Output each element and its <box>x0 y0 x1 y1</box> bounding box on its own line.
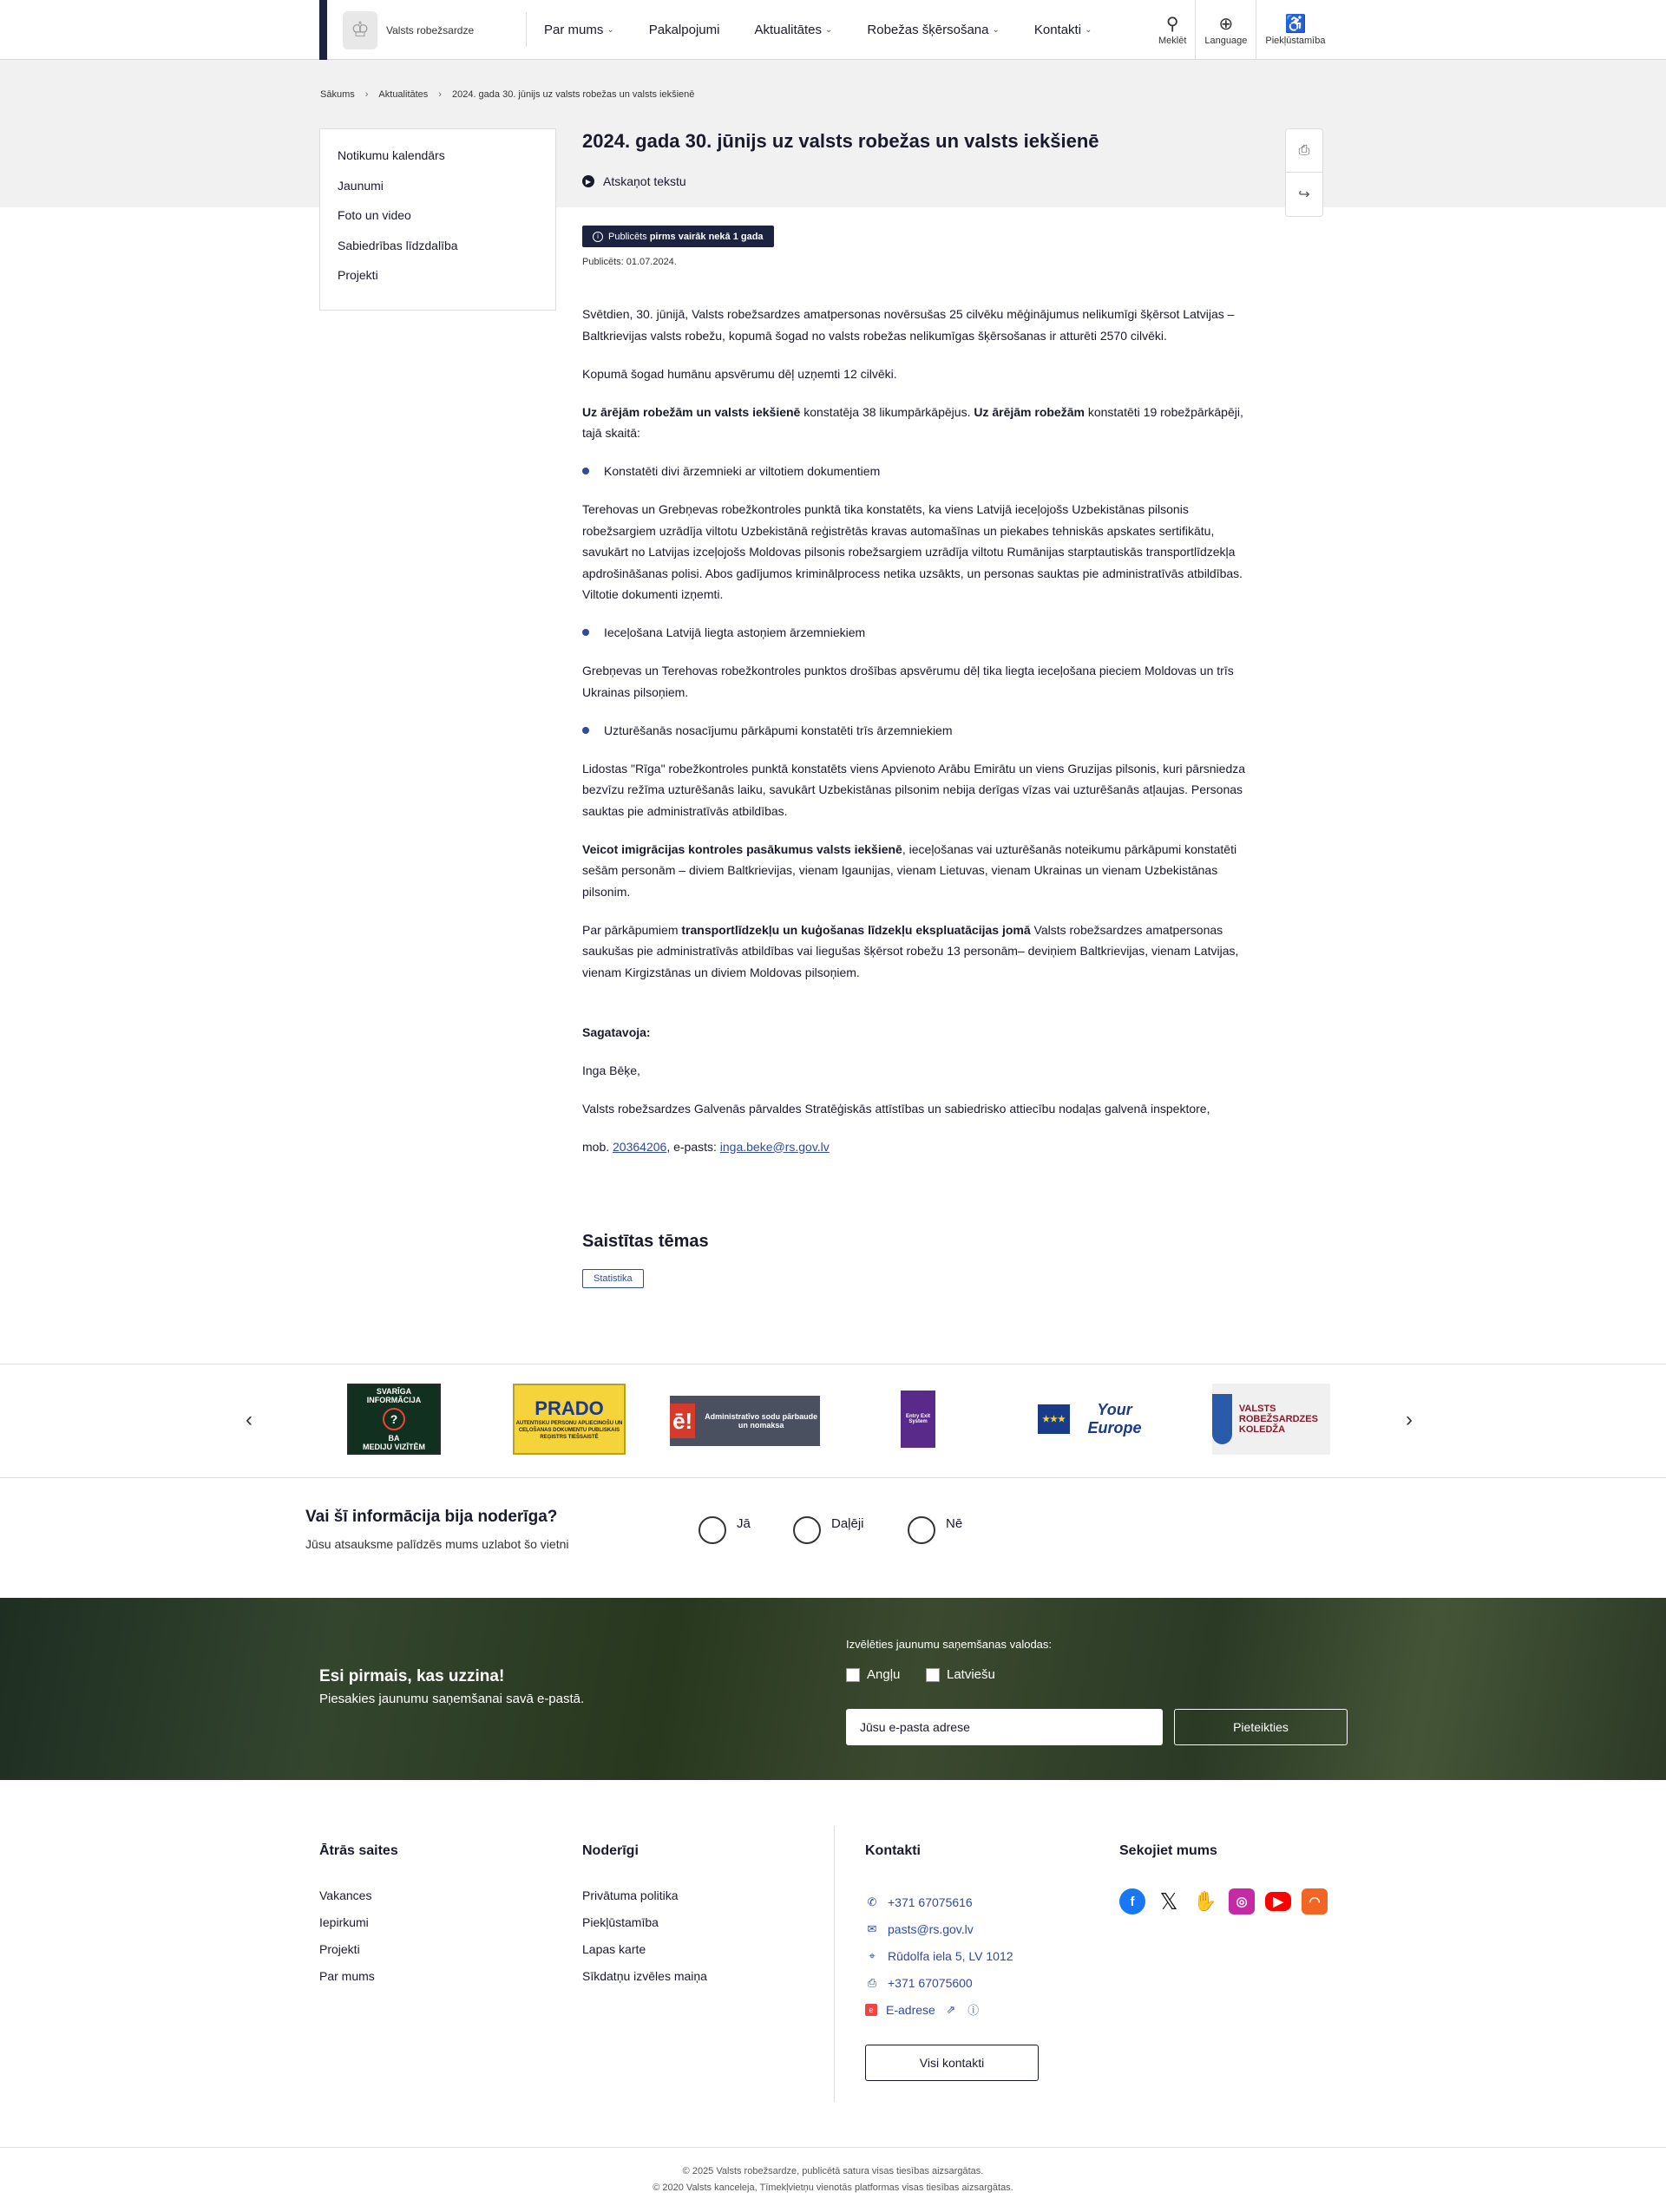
logo-text: MEDIJU VIZĪTĒM <box>362 1443 425 1451</box>
contact-text: Rūdolfa iela 5, LV 1012 <box>888 1948 1013 1963</box>
page-title: 2024. gada 30. jūnijs uz valsts robežas un valsts iekšienē <box>582 130 1099 152</box>
published-date: Publicēts: 01.07.2024. <box>582 257 677 267</box>
contact-eaddress[interactable] <box>865 1996 1013 2023</box>
article-body <box>582 304 1259 1175</box>
question-icon: ? <box>383 1408 405 1430</box>
bold-text: Veicot imigrācijas kontroles pasākumus valsts iekšienē <box>582 841 902 856</box>
feedback-subtitle: Jūsu atsauksme palīdzēs mums uzlabot šo vietni <box>305 1537 569 1551</box>
bullet-icon <box>582 727 589 734</box>
phone-link[interactable]: 20364206 <box>613 1139 667 1154</box>
paragraph: Terehovas un Grebņevas robežkontroles punktā tika konstatēts, ka viens Latvijā ieceļojošs Uzbekistānas pilsonis robežsargiem uzrādīja viltotu Uzbekistānā reģistrētās kravas automašīnas un piekabes tehniskās apskates sertifikātu, savukārt no Latvijas izceļojošs Moldovas pilsonis robežsargiem uzrādīja viltotu Rumānijas starptautiskās transportlīdzekļa apdrošināšanas polisi. Abos gadījumos kriminālprocess netika uzsākts, un personas sauktas pie administratīvās atbildības. Viltotie dokumenti izņemti. <box>582 502 1243 601</box>
option-label: Daļēji <box>831 1516 864 1531</box>
language-choice-label: Izvēlēties jaunumu saņemšanas valodas: <box>846 1638 1053 1651</box>
nav-item-pakalpojumi[interactable] <box>649 23 720 37</box>
coat-of-arms-icon: ♔ <box>343 11 377 49</box>
option-label: Jā <box>737 1516 751 1531</box>
copyright-line: © 2025 Valsts robežsardze, publicētā satura visas tiesības aizsargātas. <box>682 2166 984 2176</box>
paragraph <box>582 919 1259 984</box>
language-label: Language <box>1204 35 1248 46</box>
footer-social <box>1119 1843 1328 1914</box>
list-item-text: Ieceļošana Latvijā liegta astoņiem ārzemniekiem <box>604 625 866 639</box>
nav-label: Aktualitātes <box>754 23 822 37</box>
location-pin-icon: ⌖ <box>869 1948 876 1962</box>
option-label: Nē <box>946 1516 963 1531</box>
side-menu-item-photo-video[interactable]: Foto un video <box>338 208 411 222</box>
print-button[interactable] <box>1286 129 1322 173</box>
rss-icon[interactable]: ◠ <box>1302 1888 1328 1914</box>
radio-button[interactable] <box>793 1516 821 1544</box>
published-age-badge <box>582 226 774 247</box>
paragraph: Svētdien, 30. jūnijā, Valsts robežsardzes amatpersonas novērsušas 25 cilvēku mēģinājumus nelikumīgi šķērsot Latvijas – Baltkrievijas valsts robežu, kopumā šogad no valsts robežas nelikumīgas šķērsošanas ir atturēti 2570 cilvēki. <box>582 307 1235 343</box>
printer-icon: ⎙ <box>1298 142 1310 158</box>
info-icon[interactable]: ⓘ <box>967 2004 980 2017</box>
contact-text: +371 67075600 <box>888 1975 973 1990</box>
facebook-icon[interactable]: f <box>1119 1888 1145 1914</box>
footer-link[interactable]: Sīkdatņu izvēles maiņa <box>582 1969 707 1983</box>
author-name: Inga Bēķe, <box>582 1063 640 1077</box>
newsletter-email-input[interactable]: Jūsu e-pasta adrese <box>846 1709 1163 1745</box>
list-item-text: Uzturēšanās nosacījumu pārkāpumi konstatēti trīs ārzemniekiem <box>604 723 953 737</box>
breadcrumb-news[interactable]: Aktualitātes <box>378 89 429 100</box>
listen-button[interactable] <box>582 174 686 188</box>
contact-email[interactable] <box>865 1915 1013 1942</box>
footer-heading: Kontakti <box>865 1843 921 1858</box>
footer-contacts <box>865 1843 1013 2023</box>
paragraph: Kopumā šogad humānu apsvērumu dēļ uzņemti 12 cilvēki. <box>582 366 897 381</box>
nav-label: Robežas šķērsošana <box>867 23 989 37</box>
list-item <box>582 720 1259 742</box>
language-checkbox-latvian[interactable] <box>926 1667 995 1682</box>
side-menu-item-calendar[interactable]: Notikumu kalendārs <box>338 148 445 162</box>
badge-text <box>608 232 764 242</box>
checkbox-label: Angļu <box>867 1667 901 1682</box>
newsletter-subtitle: Piesakies jaunumu saņemšanai savā e-pastā. <box>319 1692 585 1706</box>
footer-link[interactable]: Iepirkumi <box>319 1915 369 1929</box>
contact-text: +371 67075616 <box>888 1895 973 1909</box>
feedback-option-partly[interactable] <box>793 1516 864 1544</box>
footer-divider <box>834 1826 835 2102</box>
feedback-option-yes[interactable] <box>699 1516 751 1544</box>
logo-text: PRADO <box>535 1397 604 1419</box>
chevron-down-icon: ⌄ <box>607 25 614 35</box>
site-logo-link[interactable] <box>319 0 526 60</box>
side-menu-item-projects[interactable]: Projekti <box>338 268 378 282</box>
paragraph: Grebņevas un Terehovas robežkontroles punktos drošības apsvērumu dēļ tika liegta ieceļošana pieciem Moldovas un trīs Ukrainas pilsoņiem. <box>582 664 1234 699</box>
contact-text: E-adrese <box>886 2002 935 2017</box>
breadcrumb-separator-icon: › <box>438 89 442 100</box>
bold-text: Uz ārējām robežām <box>974 404 1085 419</box>
partner-logo-fines[interactable] <box>670 1396 820 1446</box>
badge-prefix: Publicēts <box>608 231 650 242</box>
email-link[interactable]: inga.beke@rs.gov.lv <box>719 1139 830 1154</box>
partner-logo-college[interactable] <box>1212 1384 1330 1455</box>
phone-icon: ✆ <box>867 1895 877 1908</box>
partner-logo-your-europe[interactable] <box>1038 1384 1151 1455</box>
list-item-text: Konstatēti divi ārzemnieki ar viltotiem dokumentiem <box>604 464 881 478</box>
bullet-icon <box>582 629 589 636</box>
footer-heading: Ātrās saites <box>319 1843 398 1858</box>
listen-label: Atskaņot tekstu <box>603 174 686 188</box>
partner-carousel <box>0 1364 1666 1478</box>
nav-item-kontakti[interactable] <box>1034 23 1092 37</box>
copyright-line: © 2020 Valsts kanceleja, Tīmekļvietņu vienotās platformas visas tiesības aizsargātas. <box>653 2183 1013 2193</box>
side-menu-item-participation[interactable]: Sabiedrības līdzdalība <box>338 238 458 252</box>
subscribe-button[interactable]: Pieteikties <box>1174 1709 1348 1745</box>
text: , ieceļošanas vai uzturēšanās noteikumu pārkāpumi konstatēti sešām personām – diviem Baltkrievijas, vienam Igaunijas, vienam Lietuvas, vienam Ukrainas un vienam Uzbekistānas pilsonim. <box>582 841 1237 899</box>
breadcrumb-separator-icon: › <box>364 89 369 100</box>
logo-text: Your Europe <box>1087 1401 1142 1436</box>
all-contacts-button[interactable]: Visi kontakti <box>865 2045 1039 2081</box>
eu-flag-icon: ★★★ <box>1038 1404 1070 1434</box>
fax-icon: ⎙ <box>867 1975 877 1989</box>
paragraph <box>582 839 1259 903</box>
external-link-icon: ⇗ <box>946 2002 956 2016</box>
search-label: Meklēt <box>1158 35 1187 46</box>
author-contacts <box>582 1136 1259 1158</box>
breadcrumb <box>320 89 694 100</box>
list-item <box>582 622 1259 644</box>
list-item <box>582 461 1259 482</box>
breadcrumb-home[interactable]: Sākums <box>320 89 355 100</box>
share-icon: ↪ <box>1298 187 1310 202</box>
radio-button[interactable] <box>699 1516 726 1544</box>
checkbox[interactable] <box>926 1668 940 1682</box>
e-address-icon: e <box>865 2004 877 2016</box>
youtube-icon[interactable]: ▶ <box>1265 1892 1291 1911</box>
instagram-icon[interactable]: ◎ <box>1229 1888 1255 1914</box>
checkbox-label: Latviešu <box>947 1667 995 1682</box>
globe-icon: ⊕ <box>1218 14 1234 34</box>
footer-bottom-divider <box>0 2147 1666 2148</box>
related-topics-title: Saistītas tēmas <box>582 1232 709 1251</box>
bullet-icon <box>582 468 589 474</box>
bold-text: transportlīdzekļu un kuģošanas līdzekļu ekspluatācijas jomā <box>681 922 1031 937</box>
header-tools <box>1150 0 1334 60</box>
contact-text: pasts@rs.gov.lv <box>888 1921 974 1936</box>
feedback-title: Vai šī informācija bija noderīga? <box>305 1508 558 1526</box>
site-name: Valsts robežsardze <box>386 23 475 36</box>
breadcrumb-current: 2024. gada 30. jūnijs uz valsts robežas un valsts iekšienē <box>451 89 695 100</box>
shield-icon <box>1212 1394 1232 1444</box>
partner-logo-entry-exit[interactable] <box>901 1391 935 1448</box>
share-button[interactable] <box>1286 173 1322 216</box>
side-menu-item-news[interactable]: Jaunumi <box>338 178 384 193</box>
play-icon: ▶ <box>582 175 594 187</box>
copyright <box>0 2163 1666 2196</box>
newsletter-section <box>0 1598 1666 1780</box>
accessibility-icon: ♿ <box>1284 14 1307 34</box>
article-actions <box>1285 128 1323 217</box>
main-nav <box>544 0 1092 60</box>
footer-heading: Noderīgi <box>582 1843 639 1858</box>
partner-logo-prado[interactable] <box>513 1384 626 1455</box>
footer-link[interactable]: Lapas karte <box>582 1942 646 1956</box>
nav-label: Pakalpojumi <box>648 23 720 37</box>
language-checkbox-english[interactable] <box>846 1667 900 1682</box>
chevron-down-icon: ⌄ <box>992 25 1000 35</box>
footer-link[interactable]: Piekļūstamība <box>582 1915 659 1929</box>
nav-label: Par mums <box>544 23 604 37</box>
topic-tag[interactable]: Statistika <box>582 1269 644 1288</box>
contact-fax[interactable] <box>865 1969 1013 1996</box>
site-header <box>0 0 1666 60</box>
search-icon: ⚲ <box>1165 14 1179 34</box>
info-icon: i <box>593 232 603 242</box>
checkbox[interactable] <box>846 1668 860 1682</box>
footer-link[interactable]: Projekti <box>319 1942 360 1956</box>
partner-logo-media-info[interactable] <box>347 1384 441 1455</box>
nav-item-par-mums[interactable] <box>544 23 614 37</box>
badge-emphasis: pirms vairāk nekā 1 gada <box>649 231 764 242</box>
text: konstatēti 19 robežpārkāpēji, tajā skaitā: <box>582 404 1243 440</box>
paragraph <box>582 402 1259 444</box>
logo-text: Administratīvo sodu pārbaude un nomaksa <box>705 1412 818 1430</box>
footer-link[interactable]: Privātuma politika <box>582 1888 679 1902</box>
author-role: Valsts robežsardzes Galvenās pārvaldes Stratēģiskās attīstības un sabiedrisko attiecību nodaļas galvenā inspektore, <box>582 1101 1210 1116</box>
text: , e-pasts: <box>666 1139 720 1154</box>
logo-text: Entry Exit System <box>905 1414 930 1424</box>
accessibility-button[interactable] <box>1256 0 1334 60</box>
e-mark-icon: ē! <box>670 1404 695 1438</box>
footer-link[interactable]: Vakances <box>319 1888 372 1902</box>
accessibility-label: Piekļūstamība <box>1265 35 1326 46</box>
nav-item-robezas-skersosana[interactable] <box>867 23 999 37</box>
text: mob. <box>582 1139 613 1154</box>
footer-heading: Sekojiet mums <box>1119 1843 1217 1858</box>
chevron-down-icon: ⌄ <box>825 25 833 35</box>
radio-button[interactable] <box>908 1516 935 1544</box>
search-button[interactable] <box>1150 0 1196 60</box>
contact-phone[interactable] <box>865 1888 1013 1915</box>
nav-divider <box>526 12 527 47</box>
draugiem-icon[interactable]: ✋ <box>1192 1888 1218 1914</box>
contact-address[interactable] <box>865 1942 1013 1969</box>
newsletter-title: Esi pirmais, kas uzzina! <box>319 1667 505 1685</box>
mail-icon: ✉ <box>867 1921 877 1935</box>
carousel-next-button[interactable]: › <box>1406 1408 1413 1431</box>
logo-text: BA <box>388 1434 400 1443</box>
logo-subtext: AUTENTISKU PERSONU APLIECINOŠU UN CEĻOŠANAS DOKUMENTU PUBLISKAIS REĢISTRS TIEŠSAISTĒ <box>515 1421 623 1440</box>
chevron-down-icon: ⌄ <box>1085 25 1092 35</box>
nav-item-aktualitates[interactable] <box>754 23 832 37</box>
footer-quick-links <box>319 1843 398 1996</box>
logo-text: VALSTS ROBEŽSARDZES KOLEDŽA <box>1238 1404 1318 1435</box>
logo-text: SVARĪGA INFORMĀCIJA <box>366 1387 422 1404</box>
spacer <box>582 1000 1259 1022</box>
nav-label: Kontakti <box>1033 23 1082 37</box>
side-menu <box>319 128 556 311</box>
text: konstatēja 38 likumpārkāpējus. <box>800 404 974 419</box>
feedback-option-no[interactable] <box>908 1516 962 1544</box>
footer-useful-links <box>582 1843 707 1996</box>
text: Valsts robežsardzes amatpersonas saukušas pie administratīvās atbildības vai liegušas šķērsot robežu 13 personām– deviņiem Baltkrievijas, vienam Latvijas, vienam Kirgizstānas un diviem Moldovas pilsoņiem. <box>582 922 1239 979</box>
bold-text: Uz ārējām robežām un valsts iekšienē <box>582 404 801 419</box>
footer-link[interactable]: Par mums <box>319 1969 375 1983</box>
bold-text: Sagatavoja: <box>582 1024 651 1039</box>
paragraph: Lidostas "Rīga" robežkontroles punktā konstatēts viens Apvienoto Arābu Emirātu un viens Gruzijas pilsonis, kuri pārsniedza bezvīzu režīma uzturēšanās laiku, savukārt Uzbekistānas pilsonim nebija derīgas vīzas vai uzturēšanās atļaujas. Personas sauktas pie administratīvās atbildības. <box>582 761 1246 818</box>
x-twitter-icon[interactable]: 𝕏 <box>1156 1888 1182 1914</box>
language-button[interactable] <box>1196 0 1256 60</box>
prepared-by-label <box>582 1022 1259 1044</box>
carousel-prev-button[interactable]: ‹ <box>246 1408 253 1431</box>
social-links <box>1119 1888 1328 1914</box>
text: Par pārkāpumiem <box>582 922 682 937</box>
